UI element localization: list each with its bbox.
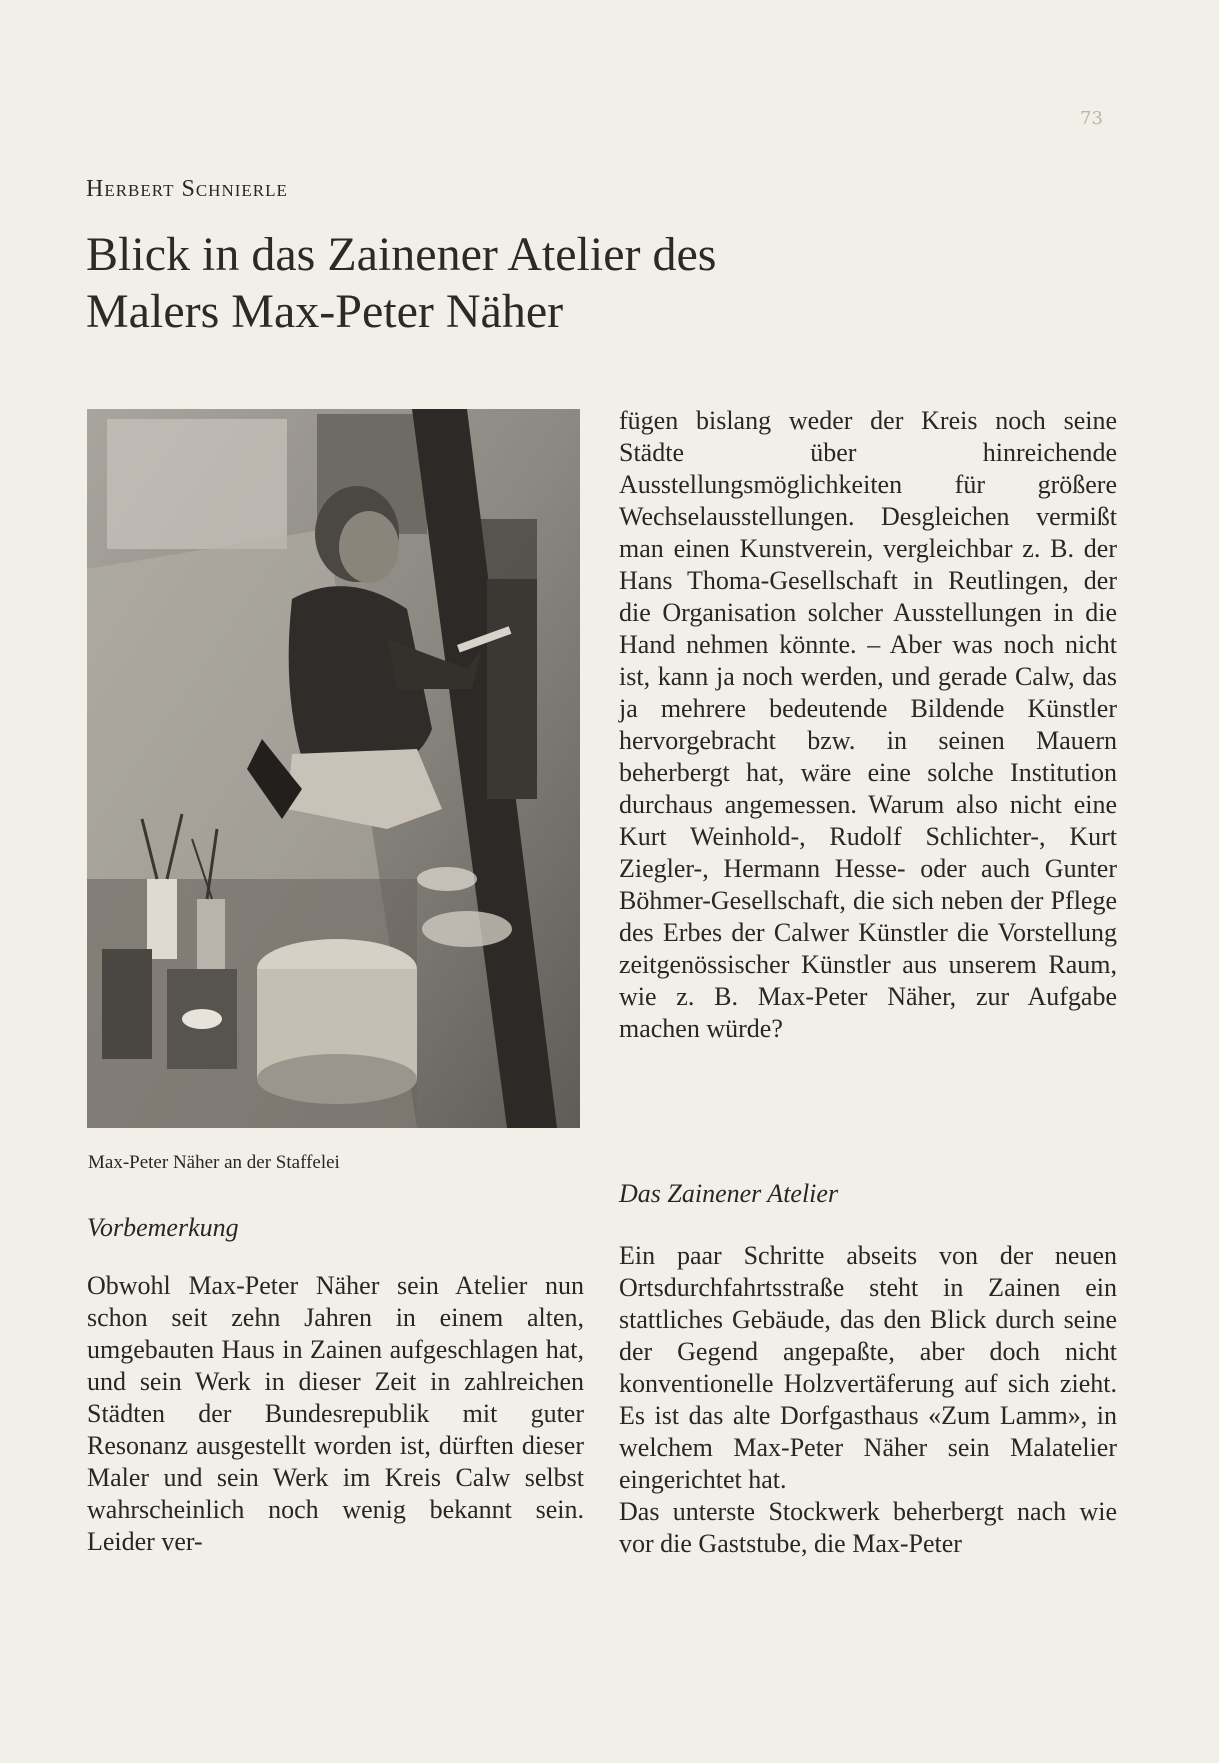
article-title — [86, 226, 846, 340]
paragraph: Ein paar Schritte abseits von der neuen Ortsdurchfahrtsstraße steht in Zainen ein stattliches Gebäude, das den Blick durch seine der Gegend angepaßte, aber doch nicht konventionelle Holzvertäferung auf sich zieht. Es ist das alte Dorfgasthaus «Zum Lamm», in welchem Max-Peter Näher sein Malatelier eingerichtet hat. — [619, 1241, 1117, 1494]
right-column-text-2 — [619, 1240, 1117, 1560]
paragraph: fügen bislang weder der Kreis noch seine Städte über hinreichende Ausstellungsmöglichkeiten für größere Wechselausstellungen. Desgleichen vermißt man einen Kunstverein, vergleichbar z. B. der Hans Thoma-Gesellschaft in Reutlingen, der die Organisation solcher Ausstellungen in die Hand nehmen könnte. – Aber was noch nicht ist, kann ja noch werden, und gerade Calw, das ja mehrere bedeutende Bildende Künstler hervorgebracht bzw. in seinen Mauern beherbergt hat, wäre eine solche Institution durchaus angemessen. Warum also nicht eine Kurt Weinhold-, Rudolf Schlichter-, Kurt Ziegler-, Hermann Hesse- oder auch Gunter Böhmer-Gesellschaft, die sich neben der Pflege des Erbes der Calwer Künstler die Vorstellung zeitgenössischer Künstler aus unserem Raum, wie z. B. Max-Peter Näher, zur Aufgabe machen würde? — [619, 406, 1117, 1043]
artist-photo — [87, 409, 580, 1128]
author-name: Herbert Schnierle — [86, 176, 288, 202]
title-line-2: Malers Max-Peter Näher — [86, 285, 564, 338]
title-line-1: Blick in das Zainener Atelier des — [86, 228, 717, 281]
left-column-text — [87, 1270, 584, 1558]
section-heading-atelier: Das Zainener Atelier — [619, 1179, 839, 1208]
photo-caption: Max-Peter Näher an der Staffelei — [88, 1152, 340, 1173]
paragraph: Das unterste Stockwerk beherbergt nach wie vor die Gaststube, die Max-Peter — [619, 1497, 1117, 1558]
paragraph: Obwohl Max-Peter Näher sein Atelier nun schon seit zehn Jahren in einem alten, umgebauten Haus in Zainen aufgeschlagen hat, und sein Werk in dieser Zeit in zahlreichen Städten der Bundesrepublik mit guter Resonanz ausgestellt worden ist, dürften dieser Maler und sein Werk im Kreis Calw selbst wahrscheinlich noch wenig bekannt sein. Leider ver- — [87, 1271, 584, 1556]
page-number: 73 — [1080, 108, 1103, 129]
section-heading-vorbemerkung: Vorbemerkung — [87, 1213, 239, 1242]
right-column-text — [619, 405, 1117, 1045]
